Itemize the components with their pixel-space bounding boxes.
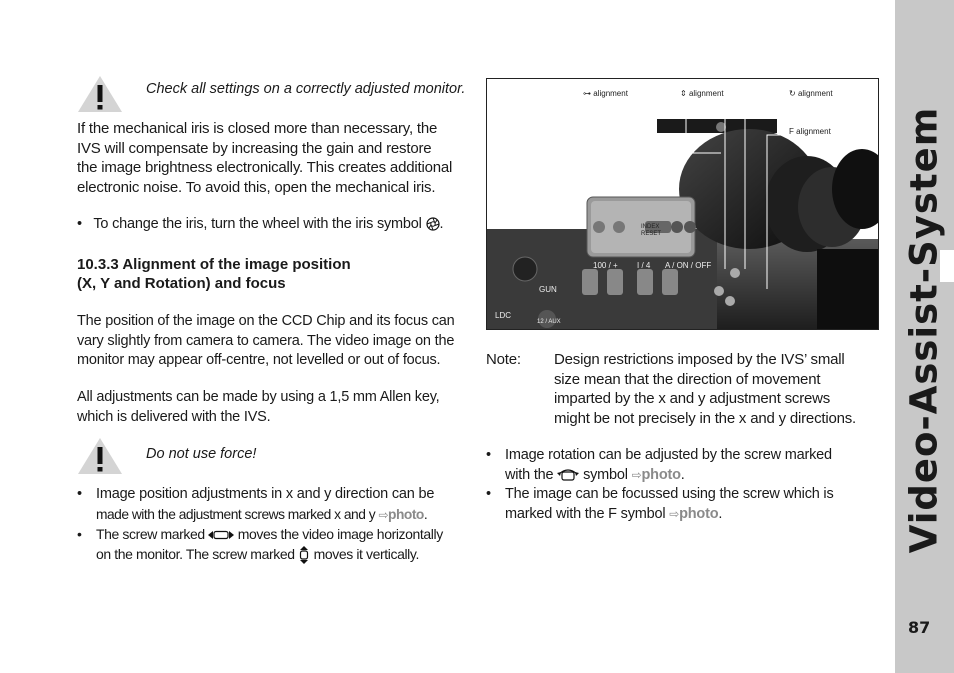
panel-label: INDEX (641, 224, 660, 230)
photo-link[interactable]: photo (388, 506, 424, 522)
text-line: Image position adjustments in x and y direction can be (96, 486, 435, 502)
text-line: imparted by the x and y adjustment screws (554, 390, 831, 407)
bullet-dot: • (77, 526, 82, 542)
text-segment: symbol (583, 466, 628, 483)
warning-icon (76, 74, 124, 114)
bullet-dot: • (486, 486, 491, 502)
note-label: Note: (486, 351, 521, 368)
text-line (96, 545, 477, 565)
text-line: marked with the F symbol ⇨photo. (505, 505, 723, 522)
x-alignment-label (583, 89, 628, 98)
heading-line: (X, Y and Rotation) and focus (77, 275, 286, 292)
text-line: Design restrictions imposed by the IVS’ small (554, 351, 845, 368)
text-line: electronic noise. To avoid this, open the mechanical iris. (77, 178, 436, 196)
photo-link[interactable]: photo (641, 466, 681, 483)
paragraph-allen-key (77, 388, 477, 427)
text-line: Image rotation can be adjusted by the screw marked (505, 447, 832, 463)
vertical-screw-icon: ⇕ (680, 89, 687, 98)
photo-link[interactable]: photo (679, 505, 719, 522)
arrow-icon: ⇨ (631, 467, 642, 482)
warning-text: Check all settings on a correctly adjusted monitor. (146, 81, 466, 97)
label-text: alignment (797, 89, 833, 98)
text-line: size mean that the direction of movement (554, 370, 821, 388)
text-segment: on the monitor. The screw marked (96, 545, 295, 562)
text-segment: marked with the F symbol (505, 505, 666, 522)
camera-photo (486, 78, 879, 330)
panel-label: 12 / AUX (537, 319, 561, 325)
text-line: vary slightly from camera to camera. The video image on the (77, 332, 455, 349)
chapter-title: Video-Assist-System (902, 106, 946, 554)
text-segment: moves the video image horizontally (237, 526, 443, 542)
text-line: the image brightness electronically. This creates additional (77, 159, 453, 176)
bullet-list-left (77, 485, 477, 564)
label-text: alignment (688, 89, 724, 98)
bullet-list-right (486, 446, 881, 524)
page-number: 87 (908, 618, 931, 637)
label-text: alignment (593, 89, 628, 98)
warning-text: Do not use force! (146, 446, 257, 462)
panel-label: LDC (495, 311, 512, 320)
panel-label: GUN (539, 285, 557, 294)
text-line: If the mechanical iris is closed more than necessary, the (77, 120, 438, 137)
panel-label: 100 / + (593, 261, 618, 270)
text-line: The position of the image on the CCD Chip and its focus can (77, 313, 455, 329)
rotation-screw-icon (557, 468, 579, 482)
note-text (554, 350, 884, 428)
panel-label: A / ON / OFF (665, 261, 712, 270)
text-segment: moves it vertically. (313, 545, 419, 562)
arrow-icon: ⇨ (669, 506, 680, 521)
heading-line: 10.3.3 Alignment of the image position (77, 256, 351, 273)
text-line: All adjustments can be made by using a 1,5 mm Allen key, (77, 389, 440, 405)
text-line: IVS will compensate by increasing the gain and restore (77, 139, 432, 157)
paragraph-iris (77, 119, 477, 197)
vertical-screw-icon (298, 546, 310, 564)
text-line (96, 525, 477, 545)
text-segment: made with the adjustment screws marked x and y (96, 506, 376, 522)
paragraph-position (77, 312, 477, 371)
text-line: which is delivered with the IVS. (77, 408, 271, 425)
text-line: monitor may appear off-centre, not levelled or out of focus. (77, 352, 441, 368)
bullet-iris: • To change the iris, turn the wheel with the iris symbol . (77, 216, 444, 232)
bullet-text: To change the iris, turn the wheel with the iris symbol (93, 216, 422, 232)
arrow-icon: ⇨ (378, 507, 389, 522)
focus-alignment-label: F alignment (789, 127, 831, 136)
list-item (486, 485, 881, 524)
rotation-screw-icon: ↻ (789, 89, 796, 98)
panel-label: I / 4 (637, 261, 651, 270)
bullet-dot: • (486, 447, 491, 463)
list-item (77, 525, 477, 564)
iris-icon (426, 217, 440, 231)
list-item (486, 446, 881, 485)
text-segment: with the (505, 466, 554, 483)
text-line: might be not precisely in the x and y directions. (554, 409, 857, 427)
list-item (77, 485, 477, 525)
text-line: The image can be focussed using the screw which is (505, 486, 834, 502)
bullet-dot: • (77, 216, 94, 232)
rotation-alignment-label (789, 89, 833, 98)
horizontal-screw-icon: ⊶ (583, 89, 591, 98)
text-line: made with the adjustment screws marked x and y ⇨photo. (96, 506, 428, 522)
text-segment: The screw marked (96, 526, 205, 542)
text-line: with the symbol ⇨photo. (505, 466, 685, 483)
warning-icon (76, 436, 124, 476)
panel-label: RESET (641, 231, 662, 237)
y-alignment-label (680, 89, 724, 98)
bullet-dot: • (77, 486, 82, 502)
horizontal-screw-icon (208, 529, 234, 541)
section-heading (77, 255, 351, 293)
